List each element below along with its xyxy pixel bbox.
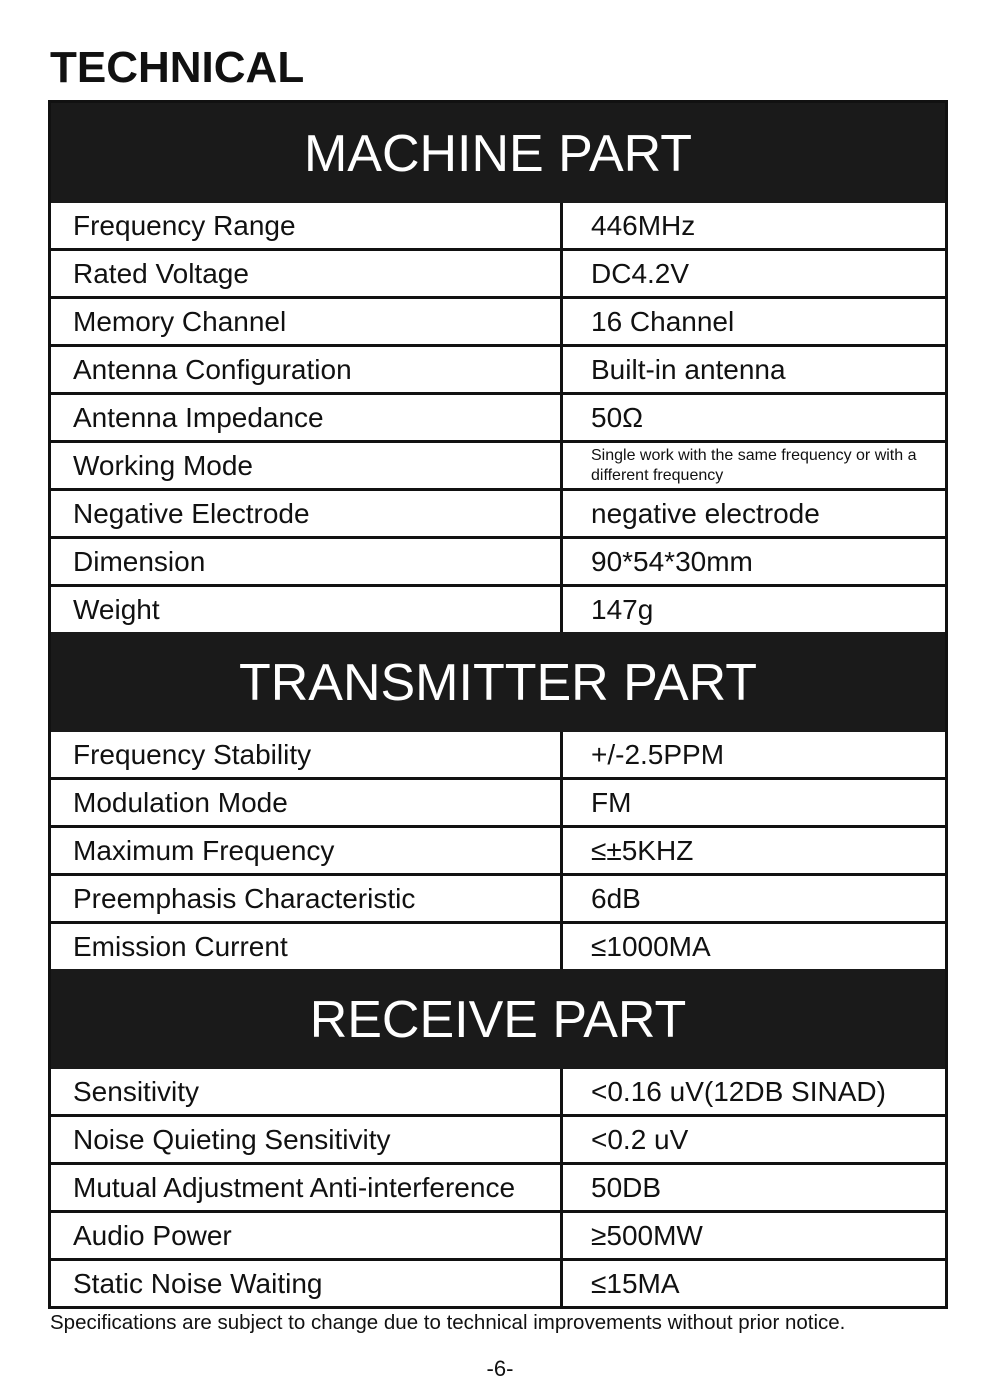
table-row <box>51 344 945 392</box>
spec-label: Noise Quieting Sensitivity <box>51 1117 563 1162</box>
table-row <box>51 584 945 632</box>
spec-label: Preemphasis Characteristic <box>51 876 563 921</box>
table-row <box>51 825 945 873</box>
spec-value: +/-2.5PPM <box>591 739 725 770</box>
section-header-receive: RECEIVE PART <box>51 969 945 1069</box>
table-row <box>51 392 945 440</box>
spec-label: Frequency Stability <box>51 732 563 777</box>
spec-value: FM <box>591 787 632 818</box>
spec-label: Antenna Configuration <box>51 347 563 392</box>
table-row <box>51 488 945 536</box>
spec-label: Antenna Impedance <box>51 395 563 440</box>
table-row <box>51 777 945 825</box>
spec-value: 446MHz <box>591 210 696 241</box>
spec-label: Emission Current <box>51 924 563 969</box>
table-row <box>51 248 945 296</box>
spec-label: Frequency Range <box>51 203 563 248</box>
spec-value: negative electrode <box>591 498 820 529</box>
footnote: Specifications are subject to change due to technical improvements without prior notice. <box>50 1311 846 1334</box>
spec-table <box>48 100 948 1309</box>
spec-value: <0.2 uV <box>591 1124 689 1155</box>
spec-value: 50Ω <box>591 402 644 433</box>
table-row <box>51 921 945 969</box>
spec-value: ≤1000MA <box>591 931 711 962</box>
spec-value: ≤15MA <box>591 1268 680 1299</box>
spec-label: Audio Power <box>51 1213 563 1258</box>
spec-value: <0.16 uV(12DB SINAD) <box>591 1076 886 1107</box>
table-row <box>51 1114 945 1162</box>
page-number: -6- <box>486 1356 514 1381</box>
spec-value: ≤±5KHZ <box>591 835 694 866</box>
spec-value: 50DB <box>591 1172 662 1203</box>
spec-label: Memory Channel <box>51 299 563 344</box>
table-row <box>51 296 945 344</box>
spec-label: Mutual Adjustment Anti-interference <box>51 1165 563 1210</box>
table-row <box>51 203 945 248</box>
table-row <box>51 1162 945 1210</box>
spec-label: Working Mode <box>51 443 563 488</box>
spec-label: Dimension <box>51 539 563 584</box>
spec-label: Weight <box>51 587 563 632</box>
spec-label: Sensitivity <box>51 1069 563 1114</box>
spec-label: Modulation Mode <box>51 780 563 825</box>
spec-value: 90*54*30mm <box>591 546 753 577</box>
page-title: TECHNICAL <box>50 43 305 92</box>
spec-label: Static Noise Waiting <box>51 1261 563 1306</box>
spec-value: DC4.2V <box>591 258 690 289</box>
spec-value: Built-in antenna <box>591 354 786 385</box>
spec-value: 147g <box>591 594 654 625</box>
section-header-machine: MACHINE PART <box>51 103 945 203</box>
spec-label: Maximum Frequency <box>51 828 563 873</box>
spec-label: Rated Voltage <box>51 251 563 296</box>
table-row <box>51 440 945 488</box>
spec-value: Single work with the same frequency or with a different frequency <box>591 447 917 484</box>
spec-value: 6dB <box>591 883 641 914</box>
sections-container <box>51 103 945 1306</box>
spec-value: 16 Channel <box>591 306 735 337</box>
table-row <box>51 873 945 921</box>
table-row <box>51 536 945 584</box>
spec-value: ≥500MW <box>591 1220 703 1251</box>
table-row <box>51 732 945 777</box>
section-header-transmitter: TRANSMITTER PART <box>51 632 945 732</box>
table-row <box>51 1258 945 1306</box>
table-row <box>51 1069 945 1114</box>
table-row <box>51 1210 945 1258</box>
spec-label: Negative Electrode <box>51 491 563 536</box>
